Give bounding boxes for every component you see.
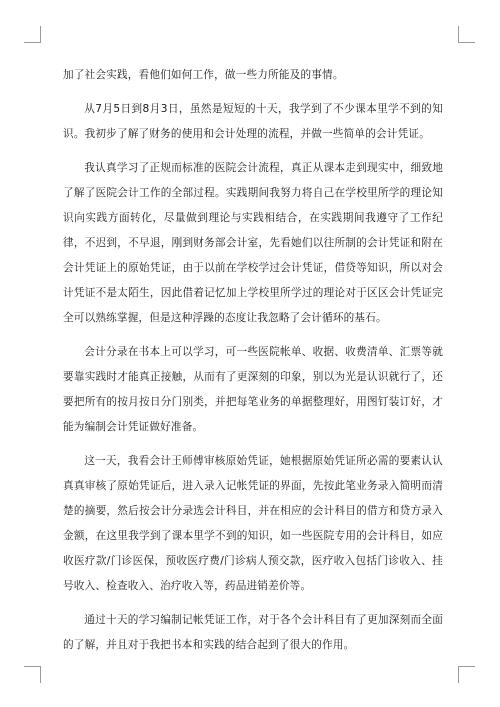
paragraph-1: 加了社会实践，看他们如何工作，做一些力所能及的事情。	[63, 69, 344, 81]
crop-mark-bottom-right	[458, 666, 475, 683]
crop-mark-top-left	[24, 26, 41, 43]
paragraph-3: 我认真学习了正规而标准的医院会计流程，真正从课本走到现实中，细致地了解了医院会计工作的全部过程。实践期间我努力将自己在学校里所学的理论知识向实践方面转化，尽量做到理论与实践相结合，在实践期间我遵守了工作纪律，不迟到，不早退，刚到财务部会计室，先看她们以往所制的会计凭证和附在会计凭证上的原始凭证，由于以前在学校学过会计凭证，借贷等知识，所以对会计凭证不是太陌生，因此借着记忆加上学校里所学过的理论对于区区会计凭证完全可以熟练掌握，但是这种浮躁的态度让我忽略了会计循环的基石。	[63, 162, 443, 324]
paragraph-5: 这一天，我看会计王师傅审核原始凭证，她根据原始凭证所必需的要素认认真真审核了原始凭证后，进入录入记帐凭证的界面，先按此笔业务录入简明而清楚的摘要，然后按会计分录选会计科目，并在相应的会计科目的借方和贷方录入金额，在这里我学到了课本里学不到的知识，如一些医院专用的会计科目，如应收医疗款/门诊医保，预收医疗费/门诊病人预交款，医疗收入包括门诊收入、挂号收入、检查收入、治疗收入等，药品进销差价等。	[63, 455, 443, 592]
paragraph-2: 从7月5日到8月3日，虽然是短短的十天，我学到了不少课本里学不到的知识。我初步了解了财务的使用和会计处理的流程，并做一些简单的会计凭证。	[63, 103, 443, 140]
paragraph-4: 会计分录在书本上可以学习，可一些医院帐单、收据、收费清单、汇票等就要靠实践时才能真正接触，从而有了更深刻的印象，别以为光是认识就行了，还要把所有的按月按日分门别类，并把每笔业务的单据整理好，用图钉装订好，才能为编制会计凭证做好准备。	[63, 346, 443, 433]
crop-mark-bottom-left	[24, 666, 41, 683]
document-body	[63, 63, 443, 667]
paragraph-6: 通过十天的学习编制记帐凭证工作，对于各个会计科目有了更加深刻而全面的了解，并且对于我把书本和实践的结合起到了很大的作用。	[63, 614, 443, 651]
crop-mark-top-right	[458, 26, 475, 43]
